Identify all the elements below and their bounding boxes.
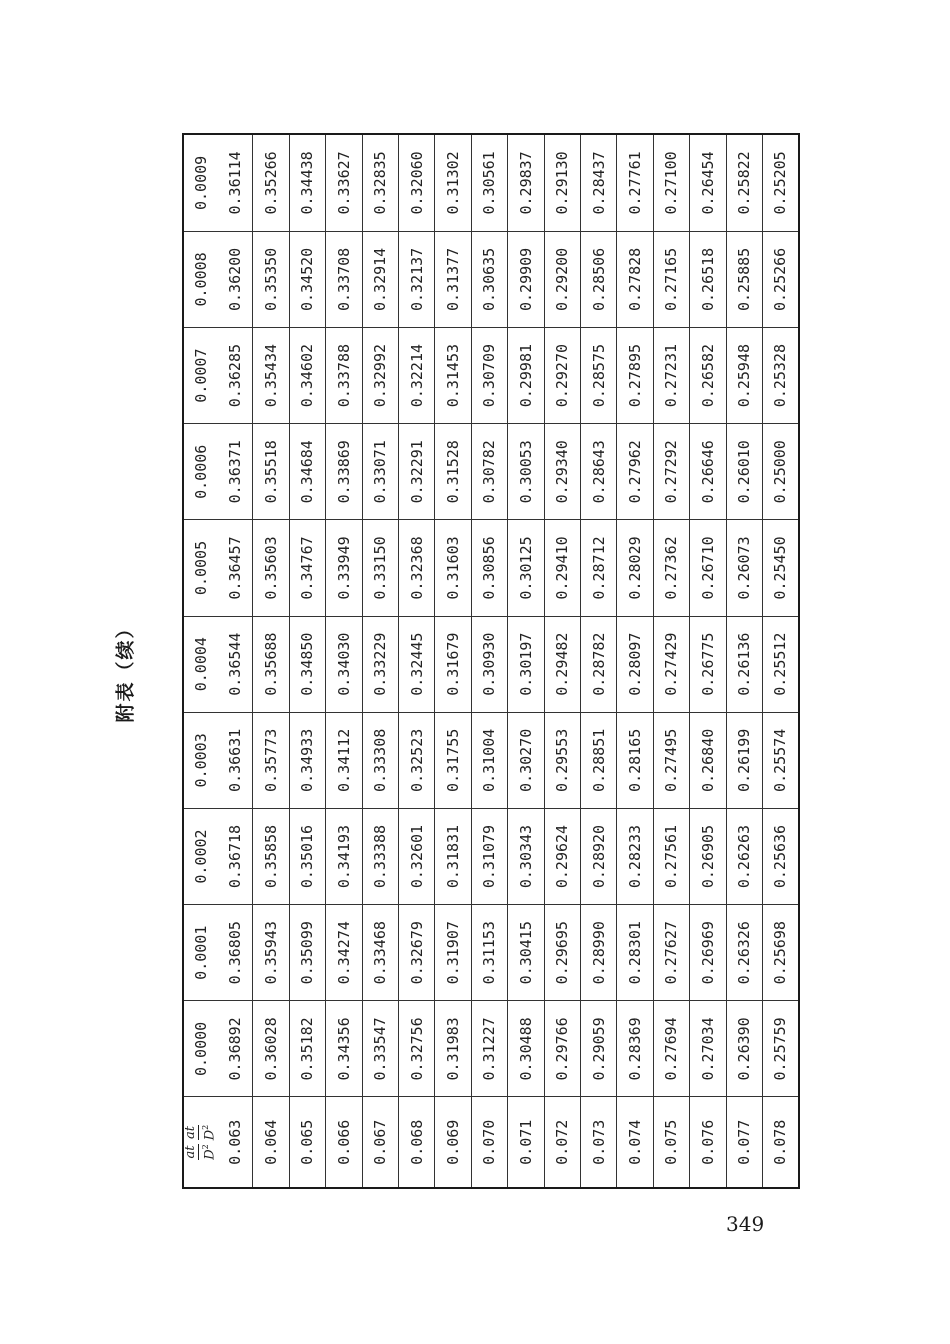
column-header: 0.0007 bbox=[184, 328, 217, 424]
table-row bbox=[762, 135, 798, 1187]
table-cell: 0.32060 bbox=[398, 135, 434, 231]
table-cell: 0.35858 bbox=[253, 808, 289, 904]
table-cell: 0.26518 bbox=[690, 231, 726, 327]
table-cell: 0.29695 bbox=[544, 905, 580, 1001]
table-cell: 0.31227 bbox=[471, 1001, 507, 1097]
table-cell: 0.31603 bbox=[435, 520, 471, 616]
table-cell: 0.25636 bbox=[762, 808, 798, 904]
table-cell: 0.33308 bbox=[362, 712, 398, 808]
table-cell: 0.30125 bbox=[508, 520, 544, 616]
table-cell: 0.36285 bbox=[217, 328, 252, 424]
table-cell: 0.30709 bbox=[471, 328, 507, 424]
row-key-cell: 0.077 bbox=[726, 1097, 762, 1187]
fraction-denominator: D bbox=[202, 1129, 218, 1141]
table-cell: 0.29270 bbox=[544, 328, 580, 424]
table-cell: 0.33627 bbox=[326, 135, 362, 231]
table-cell: 0.27627 bbox=[653, 905, 689, 1001]
table-cell: 0.28301 bbox=[617, 905, 653, 1001]
table-cell: 0.32137 bbox=[398, 231, 434, 327]
table-row bbox=[726, 135, 762, 1187]
table-cell: 0.27828 bbox=[617, 231, 653, 327]
table-cell: 0.28575 bbox=[580, 328, 616, 424]
column-header: 0.0000 bbox=[184, 1001, 217, 1097]
table-cell: 0.35099 bbox=[289, 905, 325, 1001]
column-header: 0.0008 bbox=[184, 231, 217, 327]
table-cell: 0.28920 bbox=[580, 808, 616, 904]
table-cell: 0.36805 bbox=[217, 905, 252, 1001]
table-cell: 0.26010 bbox=[726, 424, 762, 520]
table-cell: 0.36544 bbox=[217, 616, 252, 712]
fraction-denominator: D bbox=[202, 1149, 218, 1160]
table-cell: 0.33708 bbox=[326, 231, 362, 327]
table-cell: 0.35434 bbox=[253, 328, 289, 424]
table-cell: 0.35182 bbox=[289, 1001, 325, 1097]
table-cell: 0.29553 bbox=[544, 712, 580, 808]
data-table bbox=[184, 135, 798, 1187]
column-header: 0.0003 bbox=[184, 712, 217, 808]
table-cell: 0.25512 bbox=[762, 616, 798, 712]
table-cell: 0.31153 bbox=[471, 905, 507, 1001]
table-cell: 0.31831 bbox=[435, 808, 471, 904]
table-cell: 0.30561 bbox=[471, 135, 507, 231]
table-cell: 0.35518 bbox=[253, 424, 289, 520]
column-header: 0.0002 bbox=[184, 808, 217, 904]
table-cell: 0.34602 bbox=[289, 328, 325, 424]
table-cell: 0.36371 bbox=[217, 424, 252, 520]
column-header: 0.0009 bbox=[184, 135, 217, 231]
row-key-cell: 0.075 bbox=[653, 1097, 689, 1187]
table-cell: 0.30782 bbox=[471, 424, 507, 520]
table-cell: 0.26775 bbox=[690, 616, 726, 712]
row-key-cell: 0.073 bbox=[580, 1097, 616, 1187]
table-cell: 0.30270 bbox=[508, 712, 544, 808]
table-cell: 0.33547 bbox=[362, 1001, 398, 1097]
table-row bbox=[471, 135, 507, 1187]
table-row bbox=[217, 135, 252, 1187]
table-cell: 0.26710 bbox=[690, 520, 726, 616]
table-cell: 0.32523 bbox=[398, 712, 434, 808]
table-cell: 0.34520 bbox=[289, 231, 325, 327]
column-header: 0.0004 bbox=[184, 616, 217, 712]
fraction-numerator: at bbox=[183, 1145, 198, 1159]
row-key-cell: 0.063 bbox=[217, 1097, 252, 1187]
table-cell: 0.32756 bbox=[398, 1001, 434, 1097]
table-cell: 0.33388 bbox=[362, 808, 398, 904]
table-cell: 0.30197 bbox=[508, 616, 544, 712]
table-header bbox=[184, 135, 217, 1187]
table-cell: 0.27362 bbox=[653, 520, 689, 616]
row-key-cell: 0.078 bbox=[762, 1097, 798, 1187]
table-cell: 0.28097 bbox=[617, 616, 653, 712]
table-cell: 0.32368 bbox=[398, 520, 434, 616]
table-cell: 0.25948 bbox=[726, 328, 762, 424]
table-row bbox=[362, 135, 398, 1187]
table-cell: 0.26390 bbox=[726, 1001, 762, 1097]
table-cell: 0.32214 bbox=[398, 328, 434, 424]
table-cell: 0.29909 bbox=[508, 231, 544, 327]
table-cell: 0.35016 bbox=[289, 808, 325, 904]
table-cell: 0.30053 bbox=[508, 424, 544, 520]
table-cell: 0.30488 bbox=[508, 1001, 544, 1097]
table-cell: 0.28506 bbox=[580, 231, 616, 327]
table-cell: 0.34438 bbox=[289, 135, 325, 231]
table-row bbox=[653, 135, 689, 1187]
table-cell: 0.28851 bbox=[580, 712, 616, 808]
table-cell: 0.35266 bbox=[253, 135, 289, 231]
table-cell: 0.28029 bbox=[617, 520, 653, 616]
table-cell: 0.33229 bbox=[362, 616, 398, 712]
table-cell: 0.36200 bbox=[217, 231, 252, 327]
corner-fraction-left bbox=[184, 1144, 217, 1160]
table-cell: 0.27231 bbox=[653, 328, 689, 424]
row-key-cell: 0.065 bbox=[289, 1097, 325, 1187]
table-cell: 0.35943 bbox=[253, 905, 289, 1001]
table-cell: 0.27561 bbox=[653, 808, 689, 904]
table-cell: 0.34684 bbox=[289, 424, 325, 520]
table-cell: 0.26840 bbox=[690, 712, 726, 808]
table-body bbox=[217, 135, 798, 1187]
table-cell: 0.32601 bbox=[398, 808, 434, 904]
table-cell: 0.26326 bbox=[726, 905, 762, 1001]
table-cell: 0.31079 bbox=[471, 808, 507, 904]
table-cell: 0.27100 bbox=[653, 135, 689, 231]
table-cell: 0.25885 bbox=[726, 231, 762, 327]
table-cell: 0.25205 bbox=[762, 135, 798, 231]
table-cell: 0.33869 bbox=[326, 424, 362, 520]
table-cell: 0.29130 bbox=[544, 135, 580, 231]
table-row bbox=[580, 135, 616, 1187]
table-row bbox=[289, 135, 325, 1187]
table-cell: 0.33071 bbox=[362, 424, 398, 520]
table-cell: 0.28782 bbox=[580, 616, 616, 712]
table-cell: 0.29059 bbox=[580, 1001, 616, 1097]
table-row bbox=[617, 135, 653, 1187]
table-cell: 0.36892 bbox=[217, 1001, 252, 1097]
page-number: 349 bbox=[726, 1212, 765, 1236]
row-key-cell: 0.068 bbox=[398, 1097, 434, 1187]
table-cell: 0.34356 bbox=[326, 1001, 362, 1097]
table-cell: 0.27694 bbox=[653, 1001, 689, 1097]
table-cell: 0.28369 bbox=[617, 1001, 653, 1097]
table-cell: 0.26199 bbox=[726, 712, 762, 808]
table-cell: 0.25698 bbox=[762, 905, 798, 1001]
table-cell: 0.28233 bbox=[617, 808, 653, 904]
table-cell: 0.35603 bbox=[253, 520, 289, 616]
table-cell: 0.26263 bbox=[726, 808, 762, 904]
table-cell: 0.32445 bbox=[398, 616, 434, 712]
table-cell: 0.25822 bbox=[726, 135, 762, 231]
table-cell: 0.30415 bbox=[508, 905, 544, 1001]
table-cell: 0.26905 bbox=[690, 808, 726, 904]
table-cell: 0.29981 bbox=[508, 328, 544, 424]
table-cell: 0.30635 bbox=[471, 231, 507, 327]
table-row bbox=[690, 135, 726, 1187]
table-frame bbox=[182, 133, 800, 1189]
table-cell: 0.31004 bbox=[471, 712, 507, 808]
table-cell: 0.26454 bbox=[690, 135, 726, 231]
table-cell: 0.33150 bbox=[362, 520, 398, 616]
table-cell: 0.33468 bbox=[362, 905, 398, 1001]
corner-header-cell bbox=[184, 1097, 217, 1187]
table-cell: 0.25266 bbox=[762, 231, 798, 327]
table-cell: 0.32914 bbox=[362, 231, 398, 327]
table-cell: 0.36718 bbox=[217, 808, 252, 904]
table-cell: 0.26136 bbox=[726, 616, 762, 712]
table-cell: 0.25328 bbox=[762, 328, 798, 424]
table-cell: 0.29410 bbox=[544, 520, 580, 616]
table-cell: 0.36028 bbox=[253, 1001, 289, 1097]
table-cell: 0.35773 bbox=[253, 712, 289, 808]
table-cell: 0.27761 bbox=[617, 135, 653, 231]
table-cell: 0.27034 bbox=[690, 1001, 726, 1097]
table-cell: 0.32679 bbox=[398, 905, 434, 1001]
table-cell: 0.26646 bbox=[690, 424, 726, 520]
table-cell: 0.31907 bbox=[435, 905, 471, 1001]
table-cell: 0.31679 bbox=[435, 616, 471, 712]
table-cell: 0.31302 bbox=[435, 135, 471, 231]
table-cell: 0.27165 bbox=[653, 231, 689, 327]
header-row bbox=[184, 135, 217, 1187]
column-header: 0.0006 bbox=[184, 424, 217, 520]
table-cell: 0.31528 bbox=[435, 424, 471, 520]
table-cell: 0.26582 bbox=[690, 328, 726, 424]
row-key-cell: 0.071 bbox=[508, 1097, 544, 1187]
row-key-cell: 0.076 bbox=[690, 1097, 726, 1187]
row-key-cell: 0.067 bbox=[362, 1097, 398, 1187]
table-cell: 0.35688 bbox=[253, 616, 289, 712]
table-cell: 0.30930 bbox=[471, 616, 507, 712]
fraction-exponent: 2 bbox=[201, 1144, 210, 1150]
table-cell: 0.25574 bbox=[762, 712, 798, 808]
table-cell: 0.27895 bbox=[617, 328, 653, 424]
table-cell: 0.33788 bbox=[326, 328, 362, 424]
table-cell: 0.28990 bbox=[580, 905, 616, 1001]
table-cell: 0.27962 bbox=[617, 424, 653, 520]
table-cell: 0.25759 bbox=[762, 1001, 798, 1097]
row-key-cell: 0.066 bbox=[326, 1097, 362, 1187]
table-cell: 0.25000 bbox=[762, 424, 798, 520]
table-cell: 0.34030 bbox=[326, 616, 362, 712]
table-row bbox=[508, 135, 544, 1187]
table-cell: 0.26073 bbox=[726, 520, 762, 616]
row-key-cell: 0.064 bbox=[253, 1097, 289, 1187]
table-cell: 0.34933 bbox=[289, 712, 325, 808]
table-cell: 0.28437 bbox=[580, 135, 616, 231]
table-cell: 0.27495 bbox=[653, 712, 689, 808]
table-cell: 0.29837 bbox=[508, 135, 544, 231]
corner-fraction-right bbox=[184, 1125, 217, 1141]
table-cell: 0.36114 bbox=[217, 135, 252, 231]
table-row bbox=[544, 135, 580, 1187]
table-row bbox=[253, 135, 289, 1187]
table-cell: 0.34850 bbox=[289, 616, 325, 712]
table-cell: 0.29624 bbox=[544, 808, 580, 904]
table-cell: 0.35350 bbox=[253, 231, 289, 327]
table-cell: 0.29340 bbox=[544, 424, 580, 520]
table-cell: 0.32291 bbox=[398, 424, 434, 520]
table-cell: 0.31983 bbox=[435, 1001, 471, 1097]
table-cell: 0.31377 bbox=[435, 231, 471, 327]
table-row bbox=[326, 135, 362, 1187]
table-cell: 0.26969 bbox=[690, 905, 726, 1001]
row-key-cell: 0.070 bbox=[471, 1097, 507, 1187]
table-cell: 0.27292 bbox=[653, 424, 689, 520]
table-row bbox=[435, 135, 471, 1187]
table-cell: 0.30343 bbox=[508, 808, 544, 904]
table-cell: 0.33949 bbox=[326, 520, 362, 616]
fraction-exponent: 2 bbox=[201, 1124, 210, 1130]
table-cell: 0.25450 bbox=[762, 520, 798, 616]
table-cell: 0.28643 bbox=[580, 424, 616, 520]
table-cell: 0.27429 bbox=[653, 616, 689, 712]
fraction-numerator: at bbox=[183, 1126, 198, 1139]
table-cell: 0.34112 bbox=[326, 712, 362, 808]
table-cell: 0.32992 bbox=[362, 328, 398, 424]
column-header: 0.0005 bbox=[184, 520, 217, 616]
table-cell: 0.31453 bbox=[435, 328, 471, 424]
table-cell: 0.29766 bbox=[544, 1001, 580, 1097]
row-key-cell: 0.074 bbox=[617, 1097, 653, 1187]
table-cell: 0.36457 bbox=[217, 520, 252, 616]
table-cell: 0.29482 bbox=[544, 616, 580, 712]
table-cell: 0.28165 bbox=[617, 712, 653, 808]
table-cell: 0.34193 bbox=[326, 808, 362, 904]
table-cell: 0.31755 bbox=[435, 712, 471, 808]
row-key-cell: 0.069 bbox=[435, 1097, 471, 1187]
table-cell: 0.29200 bbox=[544, 231, 580, 327]
table-row bbox=[398, 135, 434, 1187]
table-cell: 0.34767 bbox=[289, 520, 325, 616]
table-cell: 0.34274 bbox=[326, 905, 362, 1001]
table-cell: 0.32835 bbox=[362, 135, 398, 231]
table-caption: 附表（续） bbox=[114, 617, 137, 723]
table-cell: 0.28712 bbox=[580, 520, 616, 616]
table-cell: 0.30856 bbox=[471, 520, 507, 616]
rotated-table-container bbox=[184, 135, 798, 1187]
column-header: 0.0001 bbox=[184, 905, 217, 1001]
row-key-cell: 0.072 bbox=[544, 1097, 580, 1187]
table-cell: 0.36631 bbox=[217, 712, 252, 808]
